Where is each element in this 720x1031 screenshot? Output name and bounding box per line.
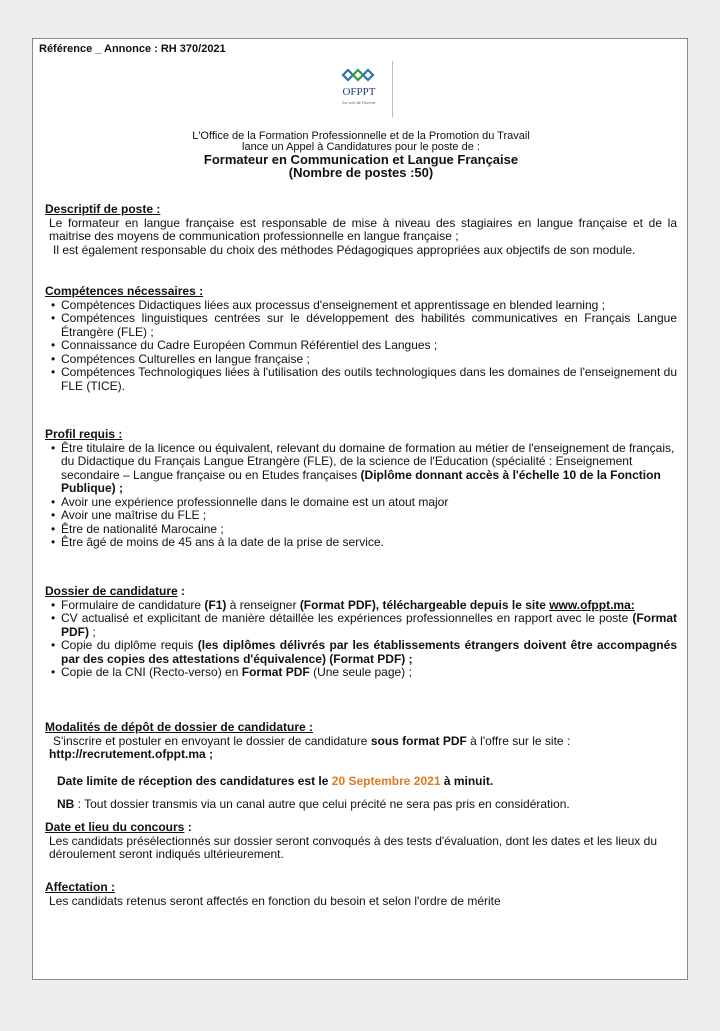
top-bar <box>0 0 720 20</box>
profil-list <box>45 442 677 550</box>
list-item: • CV actualisé et explicitant de manière détaillée les expériences professionnelles en rapport avec le poste (Format PDF) ; <box>45 612 677 639</box>
list-item: • Formulaire de candidature (F1) à renseigner (Format PDF), téléchargeable depuis le site www.ofppt.ma: <box>45 599 677 613</box>
job-positions: (Nombre de postes :50) <box>288 165 434 180</box>
list-item: • Compétences Technologiques liées à l'utilisation des outils technologiques dans les domaines de l'enseignement du FLE (TICE). <box>45 366 677 393</box>
list-item: • Avoir une maîtrise du FLE ; <box>45 509 677 523</box>
concours-heading: Date et lieu du concours : <box>45 820 192 834</box>
header <box>33 131 689 179</box>
logo-divider <box>392 61 393 117</box>
profil-section <box>45 428 677 550</box>
deadline: Date limite de réception des candidatures est le 20 Septembre 2021 à minuit. <box>57 773 494 788</box>
competences-heading: Compétences nécessaires : <box>45 284 204 298</box>
affectation-paragraph: Les candidats retenus seront affectés en fonction du besoin et selon l'ordre de mérite <box>49 893 501 908</box>
deadline-date: 20 Septembre 2021 <box>331 773 441 788</box>
list-item: • Copie du diplôme requis (les diplômes délivrés par les établissements étrangers doivent être accompagnés par des copies des attestations d'équivalence) (Format PDF) ; <box>45 639 677 666</box>
list-item: • Avoir une expérience professionnelle dans le domaine est un atout major <box>45 496 677 510</box>
dossier-section <box>45 585 677 680</box>
list-item: • Compétences Culturelles en langue française ; <box>45 353 677 367</box>
concours-section <box>45 821 677 862</box>
list-item: • Compétences Didactiques liées aux processus d'enseignement et apprentissage en blended learning ; <box>45 299 677 313</box>
recruitment-url[interactable]: http://recrutement.ofppt.ma ; <box>49 747 213 761</box>
ofppt-logo <box>328 61 390 117</box>
competences-list <box>45 299 677 394</box>
affectation-section <box>45 881 677 908</box>
list-item: • Connaissance du Cadre Européen Commun Référentiel des Langues ; <box>45 339 677 353</box>
list-item: • Copie de la CNI (Recto-verso) en Format PDF (Une seule page) ; <box>45 666 677 680</box>
list-item: • Être titulaire de la licence ou équivalent, relevant du domaine de formation au métier de l'enseignement de français, du Didactique du Français Langue Etrangère (FLE), de la science de l'Education (spécialité : Enseignement secondaire – Langue française ou en Etudes françaises (Diplôme donnant accès à l'échelle 10 de la Fonction Publique) ; <box>45 442 677 496</box>
job-title: Formateur en Communication et Langue Française <box>203 152 519 167</box>
modalites-paragraph: S'inscrire et postuler en envoyant le dossier de candidature sous format PDF à l'offre sur le site : <box>53 733 571 748</box>
descriptif-p1: Le formateur en langue française est responsable de mise à niveau des stagiaires en langue française et de la maitrise des moyens de communication professionnelle en langue française ; <box>49 215 677 243</box>
reference-number: Référence _ Annonce : RH 370/2021 <box>39 43 226 55</box>
list-item: • Être âgé de moins de 45 ans à la date de la prise de service. <box>45 536 677 550</box>
list-item: • Compétences linguistiques centrées sur le développement des habilités communicatives en Français Langue Étrangère (FLE) ; <box>45 312 677 339</box>
modalites-section <box>45 721 677 812</box>
header-line1: L'Office de la Formation Professionnelle et de la Promotion du Travail <box>192 130 530 142</box>
nb-note: NB : Tout dossier transmis via un canal autre que celui précité ne sera pas pris en considération. <box>57 797 570 811</box>
descriptif-section <box>45 203 677 257</box>
dossier-list <box>45 599 677 680</box>
document-page <box>32 38 688 980</box>
ofppt-site-link[interactable]: www.ofppt.ma: <box>549 597 635 612</box>
logo-name: OFPPT <box>342 86 376 98</box>
affectation-heading: Affectation : <box>45 880 115 894</box>
competences-section <box>45 285 677 393</box>
bottom-bar <box>0 995 720 1031</box>
header-line2: lance un Appel à Candidatures pour le poste de : <box>242 141 480 153</box>
dossier-heading: Dossier de candidature : <box>45 584 186 598</box>
descriptif-p2: Il est également responsable du choix des méthodes Pédagogiques appropriées aux objectifs de son module. <box>53 242 636 257</box>
logo-tagline: La voie de l'avenir <box>342 100 376 105</box>
concours-paragraph: Les candidats présélectionnés sur dossier seront convoqués à des tests d'évaluation, dont les dates et les lieux du déroulement seront indiqués ultérieurement. <box>49 833 657 861</box>
list-item: • Être de nationalité Marocaine ; <box>45 523 677 537</box>
profil-heading: Profil requis : <box>45 427 123 441</box>
descriptif-heading: Descriptif de poste : <box>45 202 161 216</box>
modalites-heading: Modalités de dépôt de dossier de candidature : <box>45 720 314 734</box>
